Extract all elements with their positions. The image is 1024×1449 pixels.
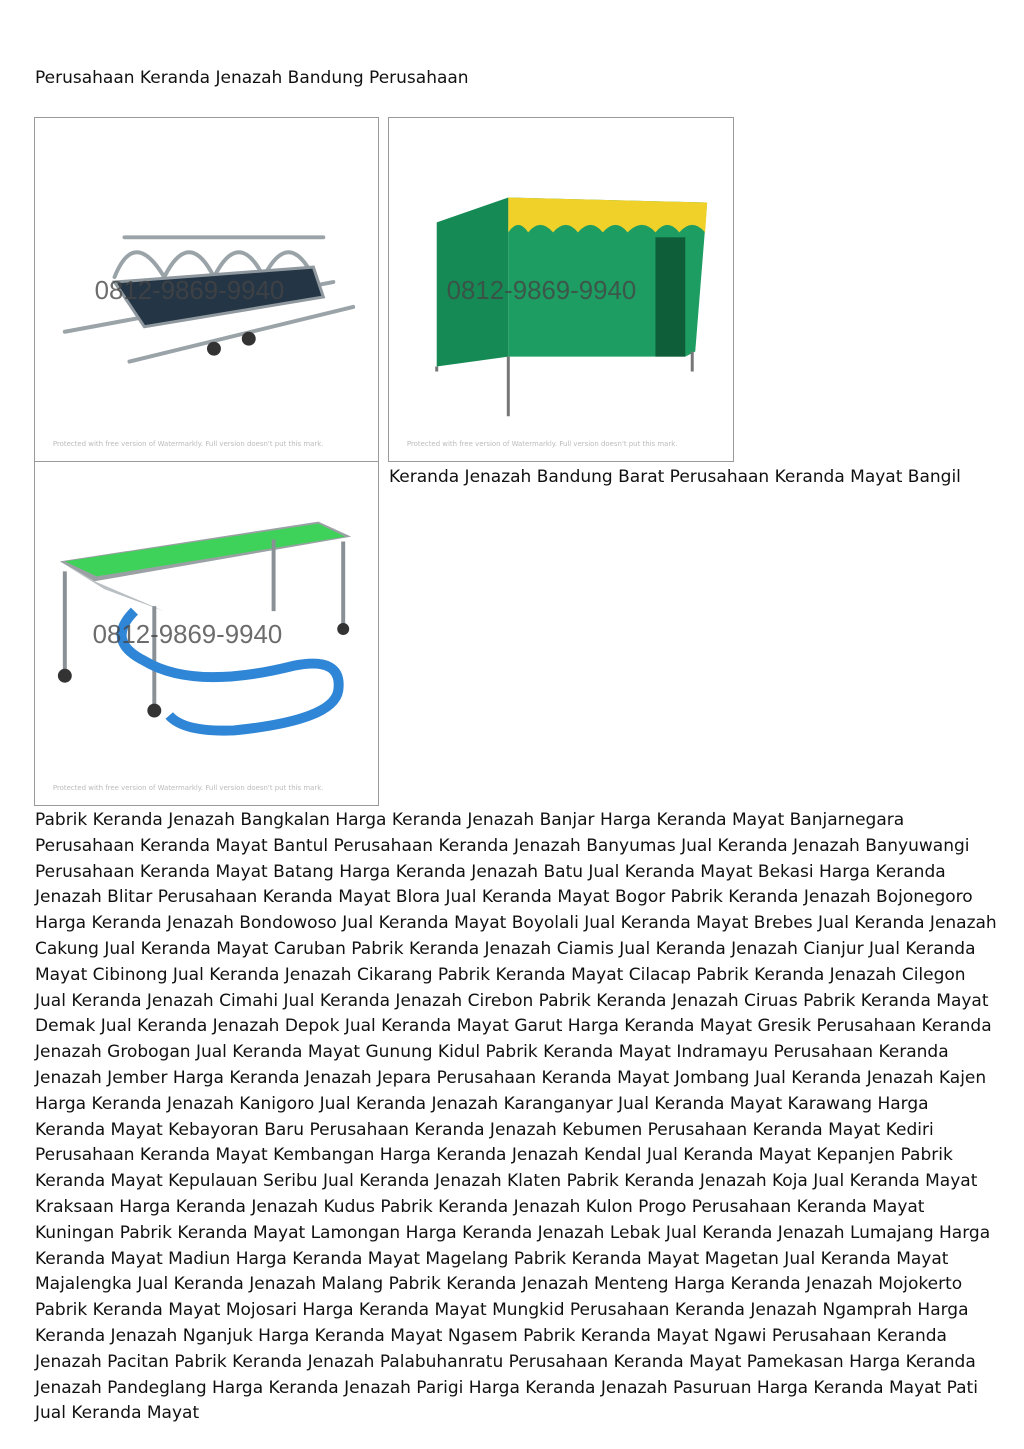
phone-overlay-2: 0812-9869-9940 bbox=[446, 276, 637, 305]
phone-overlay-1: 0812-9869-9940 bbox=[94, 276, 285, 305]
stretcher-frame-illustration bbox=[35, 118, 378, 461]
stretcher-frame-photo bbox=[34, 117, 379, 462]
page-heading: Perusahaan Keranda Jenazah Bandung Perusahaan bbox=[35, 68, 469, 88]
washing-table-illustration bbox=[35, 462, 378, 805]
watermark-2: Protected with free version of Watermarkly. Full version doesn't put this mark. bbox=[406, 440, 678, 449]
tent-enclosure-illustration bbox=[389, 118, 733, 461]
washing-table-photo bbox=[34, 461, 379, 806]
watermark-3: Protected with free version of Watermarkly. Full version doesn't put this mark. bbox=[52, 784, 324, 793]
phone-overlay-3: 0812-9869-9940 bbox=[92, 620, 283, 649]
image-caption: Keranda Jenazah Bandung Barat Perusahaan Keranda Mayat Bangil bbox=[389, 467, 961, 487]
body-paragraph: Pabrik Keranda Jenazah Bangkalan Harga Keranda Jenazah Banjar Harga Keranda Mayat Banjarnegara Perusahaan Keranda Mayat Bantul Perusahaan Keranda Jenazah Banyumas Jual Keranda Jenazah Banyuwangi Perusahaan Keranda Mayat Batang Harga Keranda Jenazah Batu Jual Keranda Mayat Bekasi Harga Keranda Jenazah Blitar Perusahaan Keranda Mayat Blora Jual Keranda Mayat Bogor Pabrik Keranda Jenazah Bojonegoro Harga Keranda Jenazah Bondowoso Jual Keranda Mayat Boyolali Jual Keranda Mayat Brebes Jual Keranda Jenazah Cakung Jual Keranda Mayat Caruban Pabrik Keranda Jenazah Ciamis Jual Keranda Jenazah Cianjur Jual Keranda Mayat Cibinong Jual Keranda Jenazah Cikarang Pabrik Keranda Mayat Cilacap Pabrik Keranda Jenazah Cilegon Jual Keranda Jenazah Cimahi Jual Keranda Jenazah Cirebon Pabrik Keranda Jenazah Ciruas Pabrik Keranda Mayat Demak Jual Keranda Jenazah Depok Jual Keranda Mayat Garut Harga Keranda Mayat Gresik Perusahaan Keranda Jenazah Grobogan Jual Keranda Mayat Gunung Kidul Pabrik Keranda Mayat Indramayu Perusahaan Keranda Jenazah Jember Harga Keranda Jenazah Jepara Perusahaan Keranda Mayat Jombang Jual Keranda Jenazah Kajen Harga Keranda Jenazah Kanigoro Jual Keranda Jenazah Karanganyar Jual Keranda Mayat Karawang Harga Keranda Mayat Kebayoran Baru Perusahaan Keranda Jenazah Kebumen Perusahaan Keranda Mayat Kediri Perusahaan Keranda Mayat Kembangan Harga Keranda Jenazah Kendal Jual Keranda Mayat Kepanjen Pabrik Keranda Mayat Kepulauan Seribu Jual Keranda Jenazah Klaten Pabrik Keranda Jenazah Koja Jual Keranda Mayat Kraksaan Harga Keranda Jenazah Kudus Pabrik Keranda Jenazah Kulon Progo Perusahaan Keranda Mayat Kuningan Pabrik Keranda Mayat Lamongan Harga Keranda Jenazah Lebak Jual Keranda Jenazah Lumajang Harga Keranda Mayat Madiun Harga Keranda Mayat Magelang Pabrik Keranda Mayat Magetan Jual Keranda Mayat Majalengka Jual Keranda Jenazah Malang Pabrik Keranda Jenazah Menteng Harga Keranda Jenazah Mojokerto Pabrik Keranda Mayat Mojosari Harga Keranda Mayat Mungkid Perusahaan Keranda Jenazah Ngamprah Harga Keranda Jenazah Nganjuk Harga Keranda Mayat Ngasem Pabrik Keranda Mayat Ngawi Perusahaan Keranda Jenazah Pacitan Pabrik Keranda Jenazah Palabuhanratu Perusahaan Keranda Mayat Pamekasan Harga Keranda Jenazah Pandeglang Harga Keranda Jenazah Parigi Harga Keranda Jenazah Pasuruan Harga Keranda Mayat Pati Jual Keranda Mayat bbox=[35, 810, 997, 1424]
watermark-1: Protected with free version of Watermarkly. Full version doesn't put this mark. bbox=[52, 440, 324, 449]
tent-enclosure-photo bbox=[388, 117, 734, 462]
